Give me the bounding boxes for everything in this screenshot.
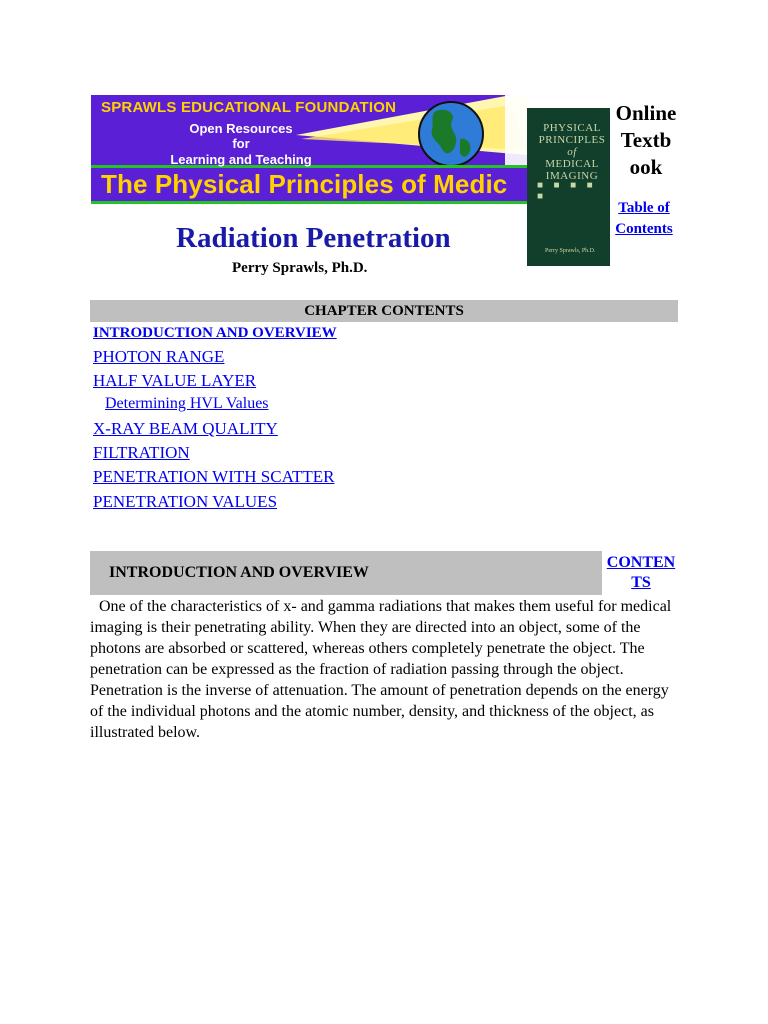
list-item (93, 492, 337, 516)
foundation-banner (91, 95, 527, 204)
list-item (93, 324, 337, 347)
toc-link-half-value-layer[interactable]: HALF VALUE LAYER (93, 371, 257, 390)
banner-line-open-resources: Open Resources (189, 121, 293, 136)
banner-foundation-name: SPRAWLS EDUCATIONAL FOUNDATION (101, 99, 397, 116)
online-textbook-label: Online Textb ook (615, 101, 677, 179)
toc-link-photon-range[interactable]: PHOTON RANGE (93, 347, 225, 366)
banner-book-title: The Physical Principles of Medic (101, 169, 508, 199)
list-item (93, 419, 337, 443)
intro-paragraph: One of the characteristics of x- and gamma radiations that makes them useful for medical imaging is their penetrating ability. When they are directed into an object, some of the photons are absorbed or scattered, whereas others completely penetrate the object. The penetration can be expressed as the fraction of radiation passing through the object. Penetration is the inverse of attenuation. The amount of penetration depends on the energy of the individual photons and the atomic number, density, and thickness of the object, as illustrated below. (90, 598, 672, 741)
banner-line-learning: Learning and Teaching (170, 152, 312, 167)
chapter-contents-list (93, 324, 337, 516)
globe-icon (416, 99, 486, 169)
list-item (93, 347, 337, 371)
toc-link-filtration[interactable]: FILTRATION (93, 443, 190, 462)
toc-link-beam-quality[interactable]: X-RAY BEAM QUALITY (93, 419, 278, 438)
book-cover-squares: ■ ■ ■ ■ ■ (537, 180, 597, 202)
list-item (93, 467, 337, 492)
toc-link-penetration-scatter[interactable]: PENETRATION WITH SCATTER (93, 467, 335, 486)
book-cover-title: PHYSICAL PRINCIPLES of MEDICAL IMAGING (538, 122, 606, 182)
toc-link-determining-hvl[interactable]: Determining HVL Values (105, 395, 269, 412)
list-item (93, 371, 337, 395)
banner-stripe-bottom (91, 201, 527, 204)
book-cover-author: Perry Sprawls, Ph.D. (545, 248, 596, 254)
page-author: Perry Sprawls, Ph.D. (232, 260, 368, 276)
table-of-contents-link[interactable]: Table of Contents (615, 200, 673, 237)
list-item (93, 443, 337, 467)
page-title: Radiation Penetration (176, 222, 451, 254)
list-item (93, 395, 337, 419)
book-cover[interactable] (527, 108, 610, 266)
chapter-contents-heading: CHAPTER CONTENTS (90, 300, 678, 322)
contents-link[interactable]: CONTEN TS (606, 554, 676, 591)
section-heading: INTRODUCTION AND OVERVIEW (90, 551, 602, 595)
toc-link-penetration-values[interactable]: PENETRATION VALUES (93, 492, 278, 511)
toc-link-introduction[interactable]: INTRODUCTION AND OVERVIEW (93, 325, 337, 341)
banner-line-for: for (232, 136, 250, 151)
